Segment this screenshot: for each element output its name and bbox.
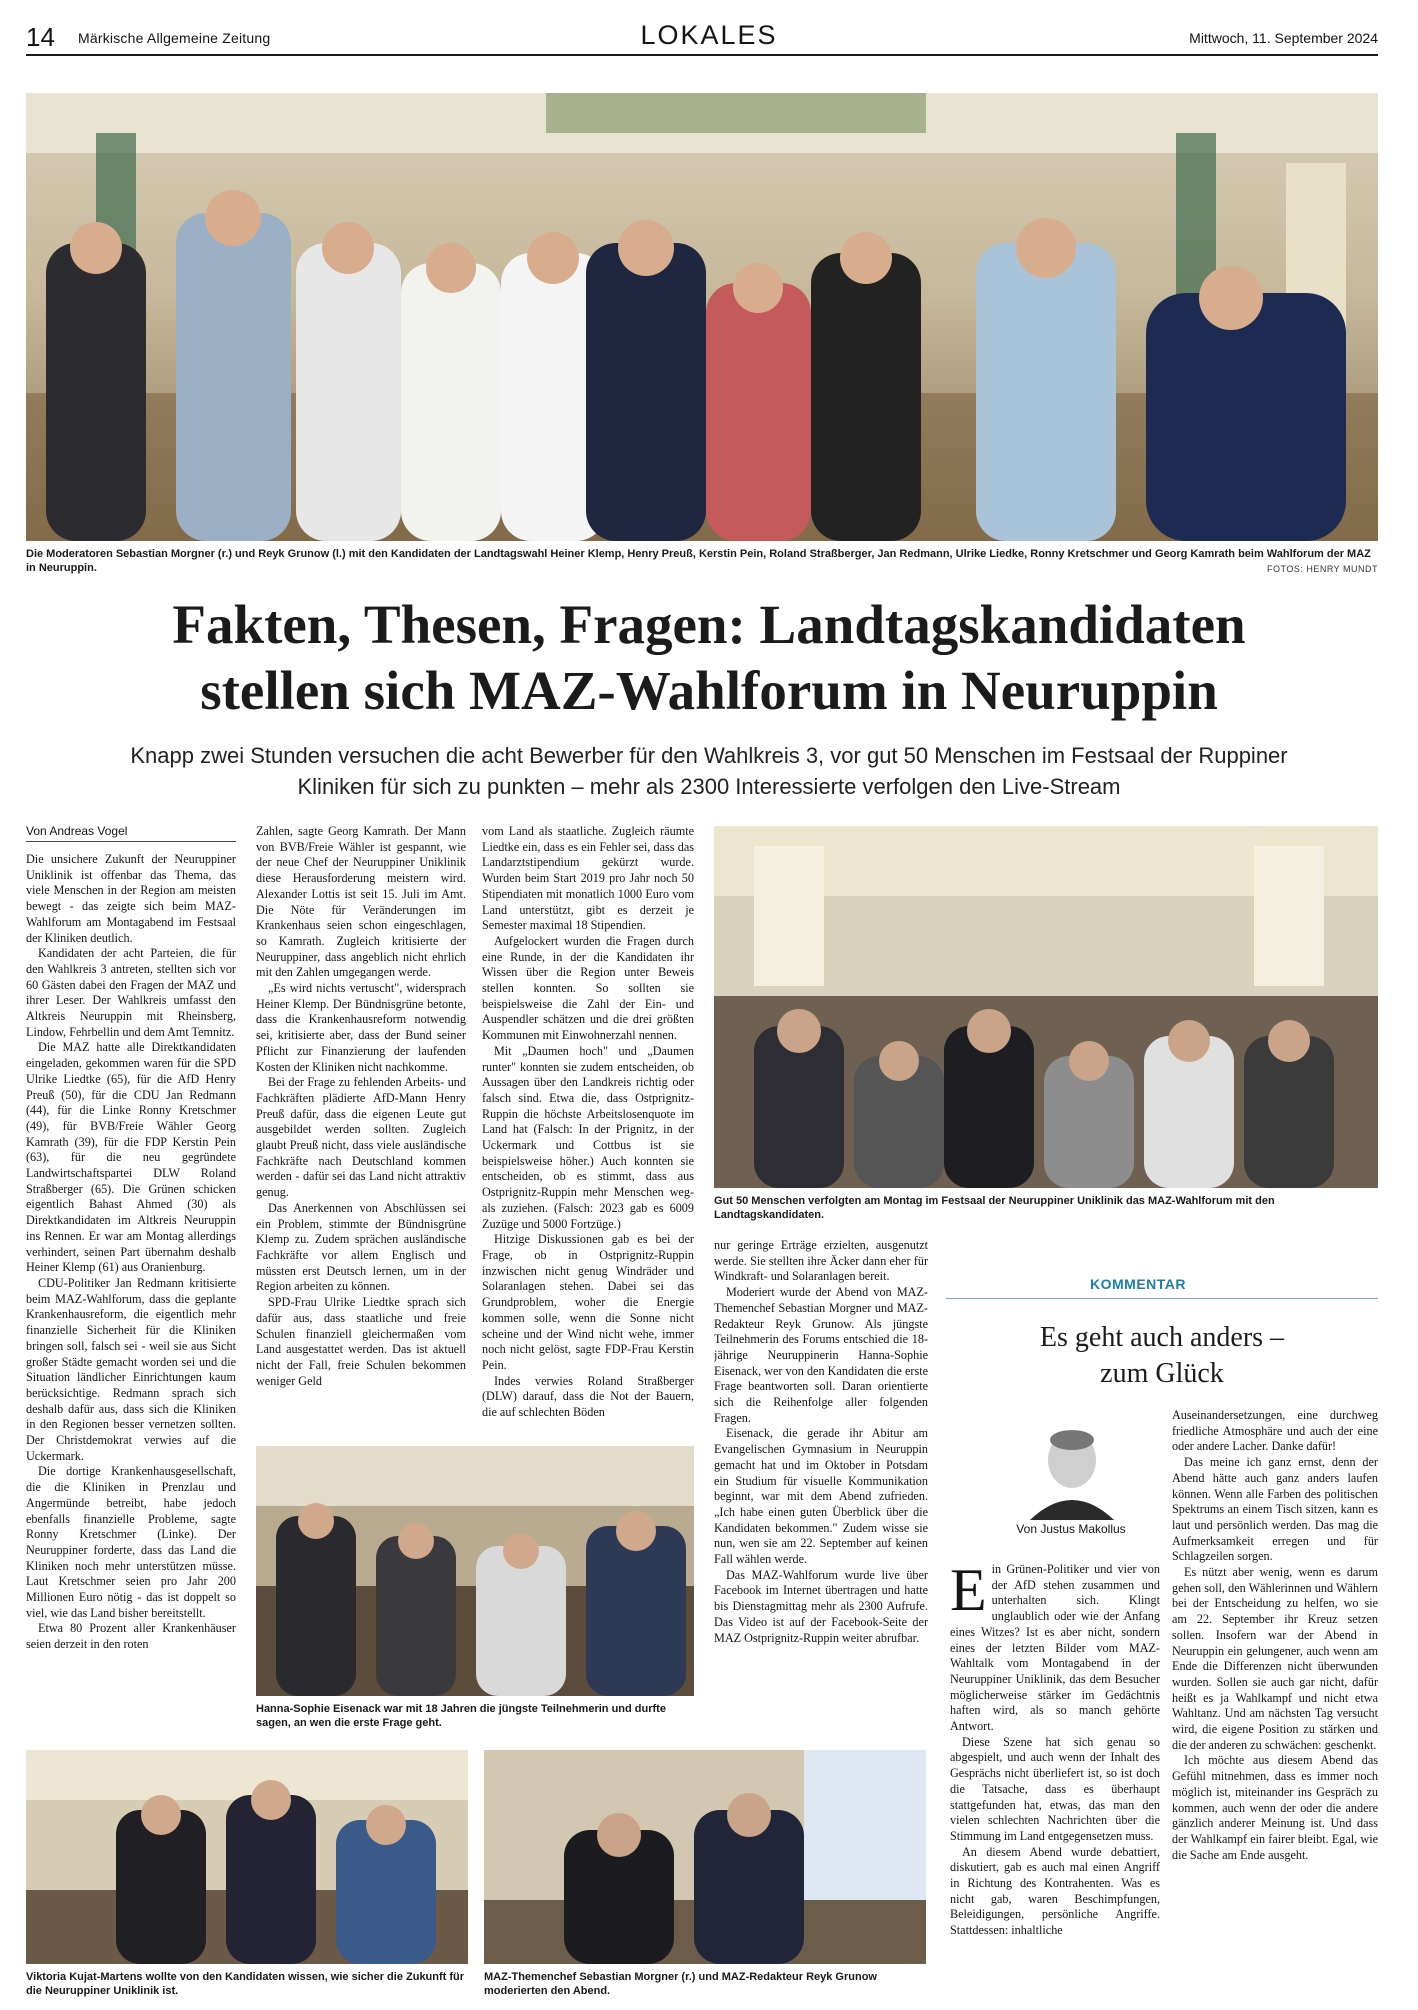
audience-photo <box>714 826 1378 1188</box>
paragraph: nur geringe Erträge erzielten, ausgenutzt werde. Sie stellten ihre Äcker dann eher für Windkraft- und Solaranlagen bereit. <box>714 1238 928 1284</box>
headline-line-2: stellen sich MAZ-Wahlforum in Neuruppin <box>200 660 1218 721</box>
article-column-2 <box>256 824 466 1442</box>
subheadline-line-1: Knapp zwei Stunden versuchen die acht Bewerber für den Wahlkreis 3, vor gut 50 Menschen im Festsaal der Ruppiner <box>130 743 1288 768</box>
paragraph: in Grünen-Politiker und vier von der AfD stehen zusammen und unterhalten sich. Klingt unglaublich oder wie der Anfang eines Witzes? Ist es aber nicht, sondern eines der letzten Bilder vom MAZ-Wahltalk vom Montagabend in der Neuruppiner Uniklinik, das dem Besucher möglicherweise stärker im Gedächtnis haften wird, als so manch gehörte Antwort. <box>950 1562 1160 1734</box>
comment-title-line-1: Es geht auch anders – <box>1039 1322 1285 1353</box>
comment-title <box>946 1320 1378 1392</box>
author-portrait <box>1020 1420 1124 1520</box>
top-group-photo <box>26 93 1378 541</box>
paragraph: An diesem Abend wurde debattiert, diskutiert, gab es auch mal einen Angriff in Richtung des Kontrahenten. Was es nicht gab, waren Beschimpfungen, Beleidigungen, persönliche Angriffe. Stattdessen: inhaltliche <box>950 1844 1160 1938</box>
paragraph: Auseinandersetzungen, eine durchweg friedliche Atmosphäre und auch der eine oder andere Lacher. Danke dafür! <box>1172 1408 1378 1454</box>
paragraph: Die dortige Krankenhausgesellschaft, die die Kliniken in Prenzlau und Angermünde betreibt, habe jedoch ebenfalls finanzielle Probleme, sagte Ronny Kretschmer (Linke). Der Neuruppiner forderte, dass das Land die Kliniken noch mehr unterstützen müsse. Laut Kretschmer seien pro Jahr 200 Millionen Euro nötig - das ist doppelt so viel, wie das Land bisher bereitstellt. <box>26 1464 236 1620</box>
paragraph: Das meine ich ganz ernst, denn der Abend hätte auch ganz anders laufen können. Wenn alle Farben des politischen Spektrums an einem Tisch sitzen, kann es laut und persönlich werden. Das mag die Aufmerksamkeit erregen und für Schlagzeilen sorgen. <box>1172 1455 1378 1564</box>
header-rule <box>26 54 1378 56</box>
paragraph: Moderiert wurde der Abend von MAZ-Themenchef Sebastian Morgner und MAZ-Redakteur Reyk Grunow. Als jüngste Teilnehmerin des Forums entschied die 18-jährige Neuruppinerin Hanna-Sophie Eisenack, wer von den Kandidaten die erste Frage beantworten soll. Daran orientierte sich die Reihenfolge aller folgenden Fragen. <box>714 1285 928 1425</box>
paragraph: Hitzige Diskussionen gab es bei der Frage, ob in Ostprignitz-Ruppin inzwischen nicht genug Windräder und Solaranlagen stehen. Dabei sei das Grundproblem, woher die Energie kommen solle, wenn die Sonne nicht scheine und der Wind nicht wehe, immer noch nicht gelöst, sagte FDP-Frau Kerstin Pein. <box>482 1232 694 1372</box>
article-byline: Von Andreas Vogel <box>26 824 236 842</box>
paragraph: Kandidaten der acht Parteien, die für den Wahlkreis 3 antreten, stellten sich vor 60 Gästen dabei den Fragen der MAZ und ihrer Leser. Der Wahlkreis umfasst den Altkreis Neuruppin mit Rheinsberg, Lindow, Fehrbellin und dem Amt Temnitz. <box>26 946 236 1039</box>
paragraph: Die MAZ hatte alle Direktkandidaten eingeladen, gekommen waren für die SPD Ulrike Liedtke (65), für die AfD Henry Preuß (50), für die CDU Jan Redmann (44), für die Linke Ronny Kretschmer (49), für BVB/Freie Wähler Georg Kamrath (39), für die FDP Kerstin Pein (63), für die neu gegründete Landwirtschaftspartei DLW Roland Straßberger (65). Die Grünen schicken eigentlich Bahast Ahmed (30) als Direktkandidaten im Altkreis Neuruppin ins Rennen. Er war am Montag allerdings verhindert, seinen Part übernahm deshalb Heiner Klemp (61) aus Oranienburg. <box>26 1040 236 1275</box>
audience-photo-caption: Gut 50 Menschen verfolgten am Montag im Festsaal der Neuruppiner Uniklinik das MAZ-Wahlforum mit den Landtagskandidaten. <box>714 1195 1275 1221</box>
newspaper-name: Märkische Allgemeine Zeitung <box>78 30 271 46</box>
headline <box>40 592 1378 724</box>
paragraph: Aufgelockert wurden die Fragen durch eine Runde, in der die Kandidaten ihr Wissen über die Region unter Beweis stellen konnten. So sollten sie beispielsweise die Zahl der Ein- und Auspendler schätzen und die drei größten Kommunen mit Einwohnerzahl nennen. <box>482 933 694 1043</box>
paragraph: Bei der Frage zu fehlenden Arbeits- und Fachkräften plädierte AfD-Mann Henry Preuß dafür, dass die eigenen Leute gut ausgebildet werden sollten. Zugleich glaubt Preuß nicht, dass viele ausländische Fachkräfte nach Deutschland kommen werden - dafür sei das Land nicht attraktiv genug. <box>256 1075 466 1200</box>
section-title: LOKALES <box>640 20 778 50</box>
paragraph: „Es wird nichts vertuscht", widersprach Heiner Klemp. Der Bündnisgrüne betonte, dass die Krankenhausreform notwendig sei, kritisierte aber, dass der Bund seiner Pflicht zur Finanzierung der laufenden Kosten der Kliniken nicht nachkomme. <box>256 981 466 1074</box>
top-photo-caption: Die Moderatoren Sebastian Morgner (r.) und Reyk Grunow (l.) mit den Kandidaten der Landtagswahl Heiner Klemp, Henry Preuß, Kerstin Pein, Roland Straßberger, Jan Redmann, Ulrike Liedke, Ronny Kretschmer und Georg Kamrath beim Wahlforum der MAZ in Neuruppin. <box>26 548 1371 574</box>
paragraph: Zahlen, sagte Georg Kamrath. Der Mann von BVB/Freie Wähler ist gespannt, wie der neue Chef der Neuruppiner Uniklinik diese Herausforderung meistern wird. Alexander Lottis ist seit 15. Juli im Amt. Die Nöte für Veränderungen im Krankenhaus seien schon eingeschlagen, so Kamrath. Zugleich kritisierte der Neuruppiner, dass angeblich nicht ehrlich mit den Zahlen umgegangen werde. <box>256 824 466 980</box>
moderators-photo-caption: MAZ-Themenchef Sebastian Morgner (r.) und MAZ-Redakteur Reyk Grunow moderierten den Abend. <box>484 1971 877 1997</box>
hanna-photo-caption: Hanna-Sophie Eisenack war mit 18 Jahren die jüngste Teilnehmerin und durfte sagen, an wen die erste Frage geht. <box>256 1703 666 1729</box>
paragraph: Ich möchte aus diesem Abend das Gefühl mitnehmen, dass es immer noch möglich ist, miteinander ins Gespräch zu kommen, auch wenn der oder die andere gänzlich anderer Meinung ist. Und dass der Wahlkampf ein fairer bleibt. Egal, wie die Sache am Ende ausgeht. <box>1172 1753 1378 1862</box>
paragraph: Mit „Daumen hoch" und „Daumen runter" konnten sie zudem entscheiden, ob Aussagen über den Landkreis richtig oder falsch sind. Etwa die, dass Ostprignitz-Ruppin die höchste Arbeitslosenquote im Land hat (Falsch: In der Prignitz, in der Uckermark und Cottbus ist sie beispielsweise höher.) Auch konnten sie entscheiden, ob es stimmt, dass aus Ostprignitz-Ruppin mehr Menschen weg- als zuziehen. (Falsch: 2023 gab es 6009 Zuzüge und 5000 Fortzüge.) <box>482 1043 694 1231</box>
viktoria-photo <box>26 1750 468 1964</box>
paragraph: Das MAZ-Wahlforum wurde live über Facebook im Internet übertragen und hatte bis Dienstagmittag mehr als 2300 Aufrufe. Das Video ist auf der Facebook-Seite der MAZ Ostprignitz-Ruppin weiter abrufbar. <box>714 1567 928 1645</box>
comment-byline: Von Justus Makollus <box>1016 1522 1126 1536</box>
paragraph: Indes verwies Roland Straßberger (DLW) darauf, dass die Not der Bauern, die auf schlechten Böden <box>482 1373 694 1420</box>
comment-title-line-2: zum Glück <box>1100 1358 1224 1389</box>
photo-credit: FOTOS: HENRY MUNDT <box>1266 564 1378 574</box>
subheadline-line-2: Kliniken für sich zu punkten – mehr als 2300 Interessierte verfolgen den Live-Stream <box>297 774 1121 799</box>
moderators-photo <box>484 1750 926 1964</box>
comment-rule <box>946 1298 1378 1299</box>
paragraph: Es nützt aber wenig, wenn es darum gehen soll, den Wählerinnen und Wählern bei der Entscheidung zu helfen, wo sie am 22. September ihr Kreuz setzen sollen. Insofern war der Abend in Neuruppin ein gelungener, auch wenn am Ende die Differenzen nicht überwunden wurden. Sollen sie auch gar nicht, dafür heißt es ja Wahlkampf und nicht etwa Wahltanz. Und am nächsten Tag versucht wird, die eigene Position zu stärken und die der anderen zu schwächen: geschenkt. <box>1172 1565 1378 1752</box>
paragraph: Das Anerkennen von Abschlüssen sei ein Problem, stimmte der Bündnisgrüne Klemp zu. Zudem sprächen ausländische Fachkräfte vor allem Englisch und müssten erst Deutsch lernen, um in der Region arbeiten zu können. <box>256 1200 466 1294</box>
paragraph: CDU-Politiker Jan Redmann kritisierte beim MAZ-Wahlforum, dass die geplante Krankenhausreform, die eigentlich mehr finanzielle Sicherheit für die Kliniken bringen soll, falsch sei - weil sie aus Sicht großer Städte gemacht worden sei und die Situation ländlicher Einrichtungen kaum berücksichtige. Redmann sprach sich deshalb dafür aus, dass sich die Kliniken in den Regionen besser vernetzen sollten. Der Christdemokrat verwies auf die Uckermark. <box>26 1275 236 1463</box>
comment-label: KOMMENTAR <box>1090 1276 1187 1292</box>
paragraph: SPD-Frau Ulrike Liedtke sprach sich dafür aus, dass staatliche und freie Schulen finanziell gleichermaßen vom Land ausgestattet werden. Das ist aktuell nicht der Fall, freie Schulen bekommen weniger Geld <box>256 1295 466 1388</box>
headline-line-1: Fakten, Thesen, Fragen: Landtagskandidaten <box>172 594 1246 655</box>
paragraph: vom Land als staatliche. Zugleich räumte Liedtke ein, dass es ein Fehler sei, dass das Landarztstipendium gekürzt wurde. Wurden beim Start 2019 pro Jahr noch 50 Stipendiaten mit monatlich 1000 Euro vom Land unterstützt, gibt es derzeit je Semester maximal 18 Stipendien. <box>482 824 694 933</box>
hanna-photo <box>256 1446 694 1696</box>
article-column-3 <box>482 824 694 1442</box>
article-column-1 <box>26 852 236 1900</box>
article-column-4 <box>714 1238 928 1698</box>
subheadline <box>40 740 1378 802</box>
viktoria-photo-caption: Viktoria Kujat-Martens wollte von den Kandidaten wissen, wie sicher die Zukunft für die Neuruppiner Uniklinik ist. <box>26 1971 465 1997</box>
paragraph: Etwa 80 Prozent aller Krankenhäuser seien derzeit in den roten <box>26 1621 236 1652</box>
comment-column-right <box>1172 1408 1378 2002</box>
comment-dropcap: E <box>950 1562 987 1623</box>
paragraph: Diese Szene hat sich genau so abgespielt, und auch wenn der Inhalt des Gesprächs nicht überliefert ist, so ist doch die Tatsache, dass es überhaupt stattgefunden hat, etwas, das man den vielen schlechten Nachrichten über die Stimmung im Land entgegensetzen muss. <box>950 1734 1160 1843</box>
comment-column-left <box>950 1562 1160 2002</box>
paragraph: Die unsichere Zukunft der Neuruppiner Uniklinik ist offenbar das Thema, das viele Menschen in der Region am meisten bewegt - das zeigte sich beim MAZ-Wahlforum am Montagabend im Festsaal der Kliniken deutlich. <box>26 852 236 945</box>
issue-date: Mittwoch, 11. September 2024 <box>1189 30 1378 46</box>
paragraph: Eisenack, die gerade ihr Abitur am Evangelischen Gymnasium in Neuruppin gemacht hat und im Oktober in Potsdam ein Studium für visuelle Kommunikation beginnt, war mit dem Abend zufrieden. „Ich habe einen guten Überblick über die Kandidaten bekommen." Zudem wisse sie nun, wen sie am 22. September auf keinen Fall wählen werde. <box>714 1426 928 1567</box>
page-number: 14 <box>26 22 55 52</box>
